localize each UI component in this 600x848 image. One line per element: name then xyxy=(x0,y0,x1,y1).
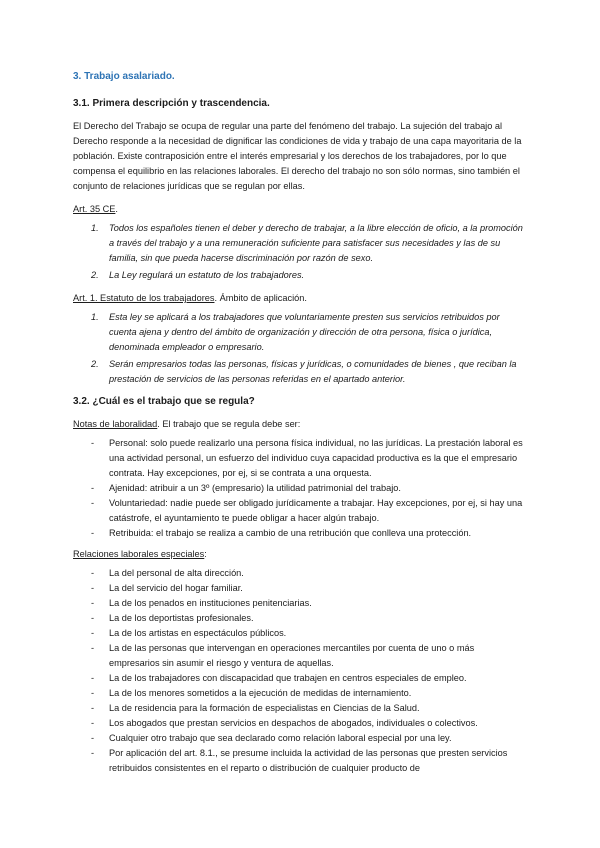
item-text: Personal: solo puede realizarlo una persona física individual, no las jurídicas. La prestación laboral es una actividad personal, un esfuerzo del individuo cuya capacidad productiva es la que el empresario contrata. Hay excepciones, por ej, si se contrata a una orquesta. xyxy=(109,438,523,478)
list-item xyxy=(73,611,523,626)
item-text: Los abogados que prestan servicios en despachos de abogados, individuales o colectivos. xyxy=(109,718,478,728)
list-item xyxy=(73,526,523,541)
list-item xyxy=(73,716,523,731)
art-35-link: Art. 35 CE xyxy=(73,204,116,214)
item-text: La Ley regulará un estatuto de los trabajadores. xyxy=(109,270,305,280)
list-item xyxy=(73,481,523,496)
relaciones-reference xyxy=(73,547,523,561)
item-number: 1. xyxy=(91,312,99,322)
list-item xyxy=(73,686,523,701)
dash-bullet: - xyxy=(91,673,95,683)
item-text: Ajenidad: atribuir a un 3º (empresario) la utilidad patrimonial del trabajo. xyxy=(109,483,401,493)
item-text: Por aplicación del art. 8.1., se presume incluida la actividad de las personas que presten servicios retribuidos consistentes en el reparto o distribución de cualquier producto de xyxy=(109,748,508,773)
dash-bullet: - xyxy=(91,703,95,713)
notas-label: Notas de laboralidad xyxy=(73,419,158,429)
subsection-title: Primera descripción y trascendencia. xyxy=(92,98,270,109)
relaciones-list xyxy=(73,566,523,776)
notas-suffix: . El trabajo que se regula debe ser: xyxy=(157,419,301,429)
dash-bullet: - xyxy=(91,438,95,448)
relaciones-suffix: : xyxy=(204,549,207,559)
dash-bullet: - xyxy=(91,483,95,493)
dash-bullet: - xyxy=(91,688,95,698)
notas-list xyxy=(73,436,523,541)
list-item xyxy=(73,671,523,686)
item-text: La de los deportistas profesionales. xyxy=(109,613,254,623)
art-35-list xyxy=(73,221,523,283)
item-text: La de los trabajadores con discapacidad que trabajen en centros especiales de empleo. xyxy=(109,673,467,683)
list-item xyxy=(73,496,523,526)
item-text: La de los penados en instituciones penitenciarias. xyxy=(109,598,312,608)
item-number: 2. xyxy=(91,359,99,369)
intro-paragraph: El Derecho del Trabajo se ocupa de regular una parte del fenómeno del trabajo. La sujeción del trabajo al Derecho responde a la necesidad de dignificar las condiciones de vida y trabajo de una capa mayoritaria de la población. Existe contraposición entre el interés empresarial y los derechos de los trabajadores, por lo que compensa el equilibrio en las relaciones laborales. El derecho del trabajo no son sólo normas, sino también el conjunto de relaciones jurídicas que se regulan por ellas. xyxy=(73,121,522,191)
list-item xyxy=(73,566,523,581)
art-35-suffix: . xyxy=(115,204,118,214)
subsection-heading-3-1 xyxy=(73,97,523,110)
dash-bullet: - xyxy=(91,748,95,758)
item-text: Serán empresarios todas las personas, físicas y jurídicas, o comunidades de bienes , que reciban la prestación de servicios de las personas referidas en el apartado anterior. xyxy=(109,359,517,384)
item-text: La de las personas que intervengan en operaciones mercantiles por cuenta de uno o más empresarios sin asumir el riesgo y ventura de aquellas. xyxy=(109,643,475,668)
notas-reference xyxy=(73,417,523,431)
item-text: Esta ley se aplicará a los trabajadores que voluntariamente presten sus servicios retribuidos por cuenta ajena y dentro del ámbito de organización y dirección de otra persona, física o jurídica, denominada empleador o empresario. xyxy=(109,312,500,352)
list-item xyxy=(73,581,523,596)
art-1-suffix: . Ámbito de aplicación. xyxy=(214,293,307,303)
subsection-heading-3-2 xyxy=(73,395,523,408)
list-item xyxy=(73,357,523,387)
list-item xyxy=(73,596,523,611)
item-text: Voluntariedad: nadie puede ser obligado jurídicamente a trabajar. Hay excepciones, por ej, si hay una catástrofe, el ayuntamiento te puede obligar a hacer algún trabajo. xyxy=(109,498,523,523)
art-1-reference xyxy=(73,291,523,305)
dash-bullet: - xyxy=(91,528,95,538)
item-text: Retribuida: el trabajo se realiza a cambio de una retribución que conlleva una protección. xyxy=(109,528,472,538)
item-text: La del servicio del hogar familiar. xyxy=(109,583,243,593)
dash-bullet: - xyxy=(91,733,95,743)
subsection-number: 3.1. xyxy=(73,98,90,109)
dash-bullet: - xyxy=(91,613,95,623)
item-text: La de los menores sometidos a la ejecución de medidas de internamiento. xyxy=(109,688,412,698)
list-item xyxy=(73,268,523,283)
list-item xyxy=(73,731,523,746)
item-text: La de residencia para la formación de especialistas en Ciencias de la Salud. xyxy=(109,703,420,713)
document-page xyxy=(73,70,523,782)
relaciones-label: Relaciones laborales especiales xyxy=(73,549,205,559)
item-text: Todos los españoles tienen el deber y derecho de trabajar, a la libre elección de oficio, a la promoción a través del trabajo y a una remuneración suficiente para satisfacer sus necesidades y las de su familia, sin que pueda hacerse discriminación por razón de sexo. xyxy=(109,223,523,263)
dash-bullet: - xyxy=(91,498,95,508)
item-number: 1. xyxy=(91,223,99,233)
art-35-reference xyxy=(73,202,523,216)
list-item xyxy=(73,641,523,671)
list-item xyxy=(73,436,523,481)
dash-bullet: - xyxy=(91,568,95,578)
list-item xyxy=(73,746,523,776)
item-text: La del personal de alta dirección. xyxy=(109,568,244,578)
subsection-title: ¿Cuál es el trabajo que se regula? xyxy=(92,396,255,407)
dash-bullet: - xyxy=(91,643,95,653)
section-heading: 3. Trabajo asalariado. xyxy=(73,71,175,82)
list-item xyxy=(73,310,523,355)
dash-bullet: - xyxy=(91,583,95,593)
subsection-number: 3.2. xyxy=(73,396,90,407)
dash-bullet: - xyxy=(91,598,95,608)
dash-bullet: - xyxy=(91,628,95,638)
list-item xyxy=(73,221,523,266)
art-1-list xyxy=(73,310,523,387)
item-number: 2. xyxy=(91,270,99,280)
item-text: La de los artistas en espectáculos públicos. xyxy=(109,628,287,638)
item-text: Cualquier otro trabajo que sea declarado como relación laboral especial por una ley. xyxy=(109,733,452,743)
dash-bullet: - xyxy=(91,718,95,728)
art-1-link: Art. 1. Estatuto de los trabajadores xyxy=(73,293,215,303)
list-item xyxy=(73,626,523,641)
list-item xyxy=(73,701,523,716)
